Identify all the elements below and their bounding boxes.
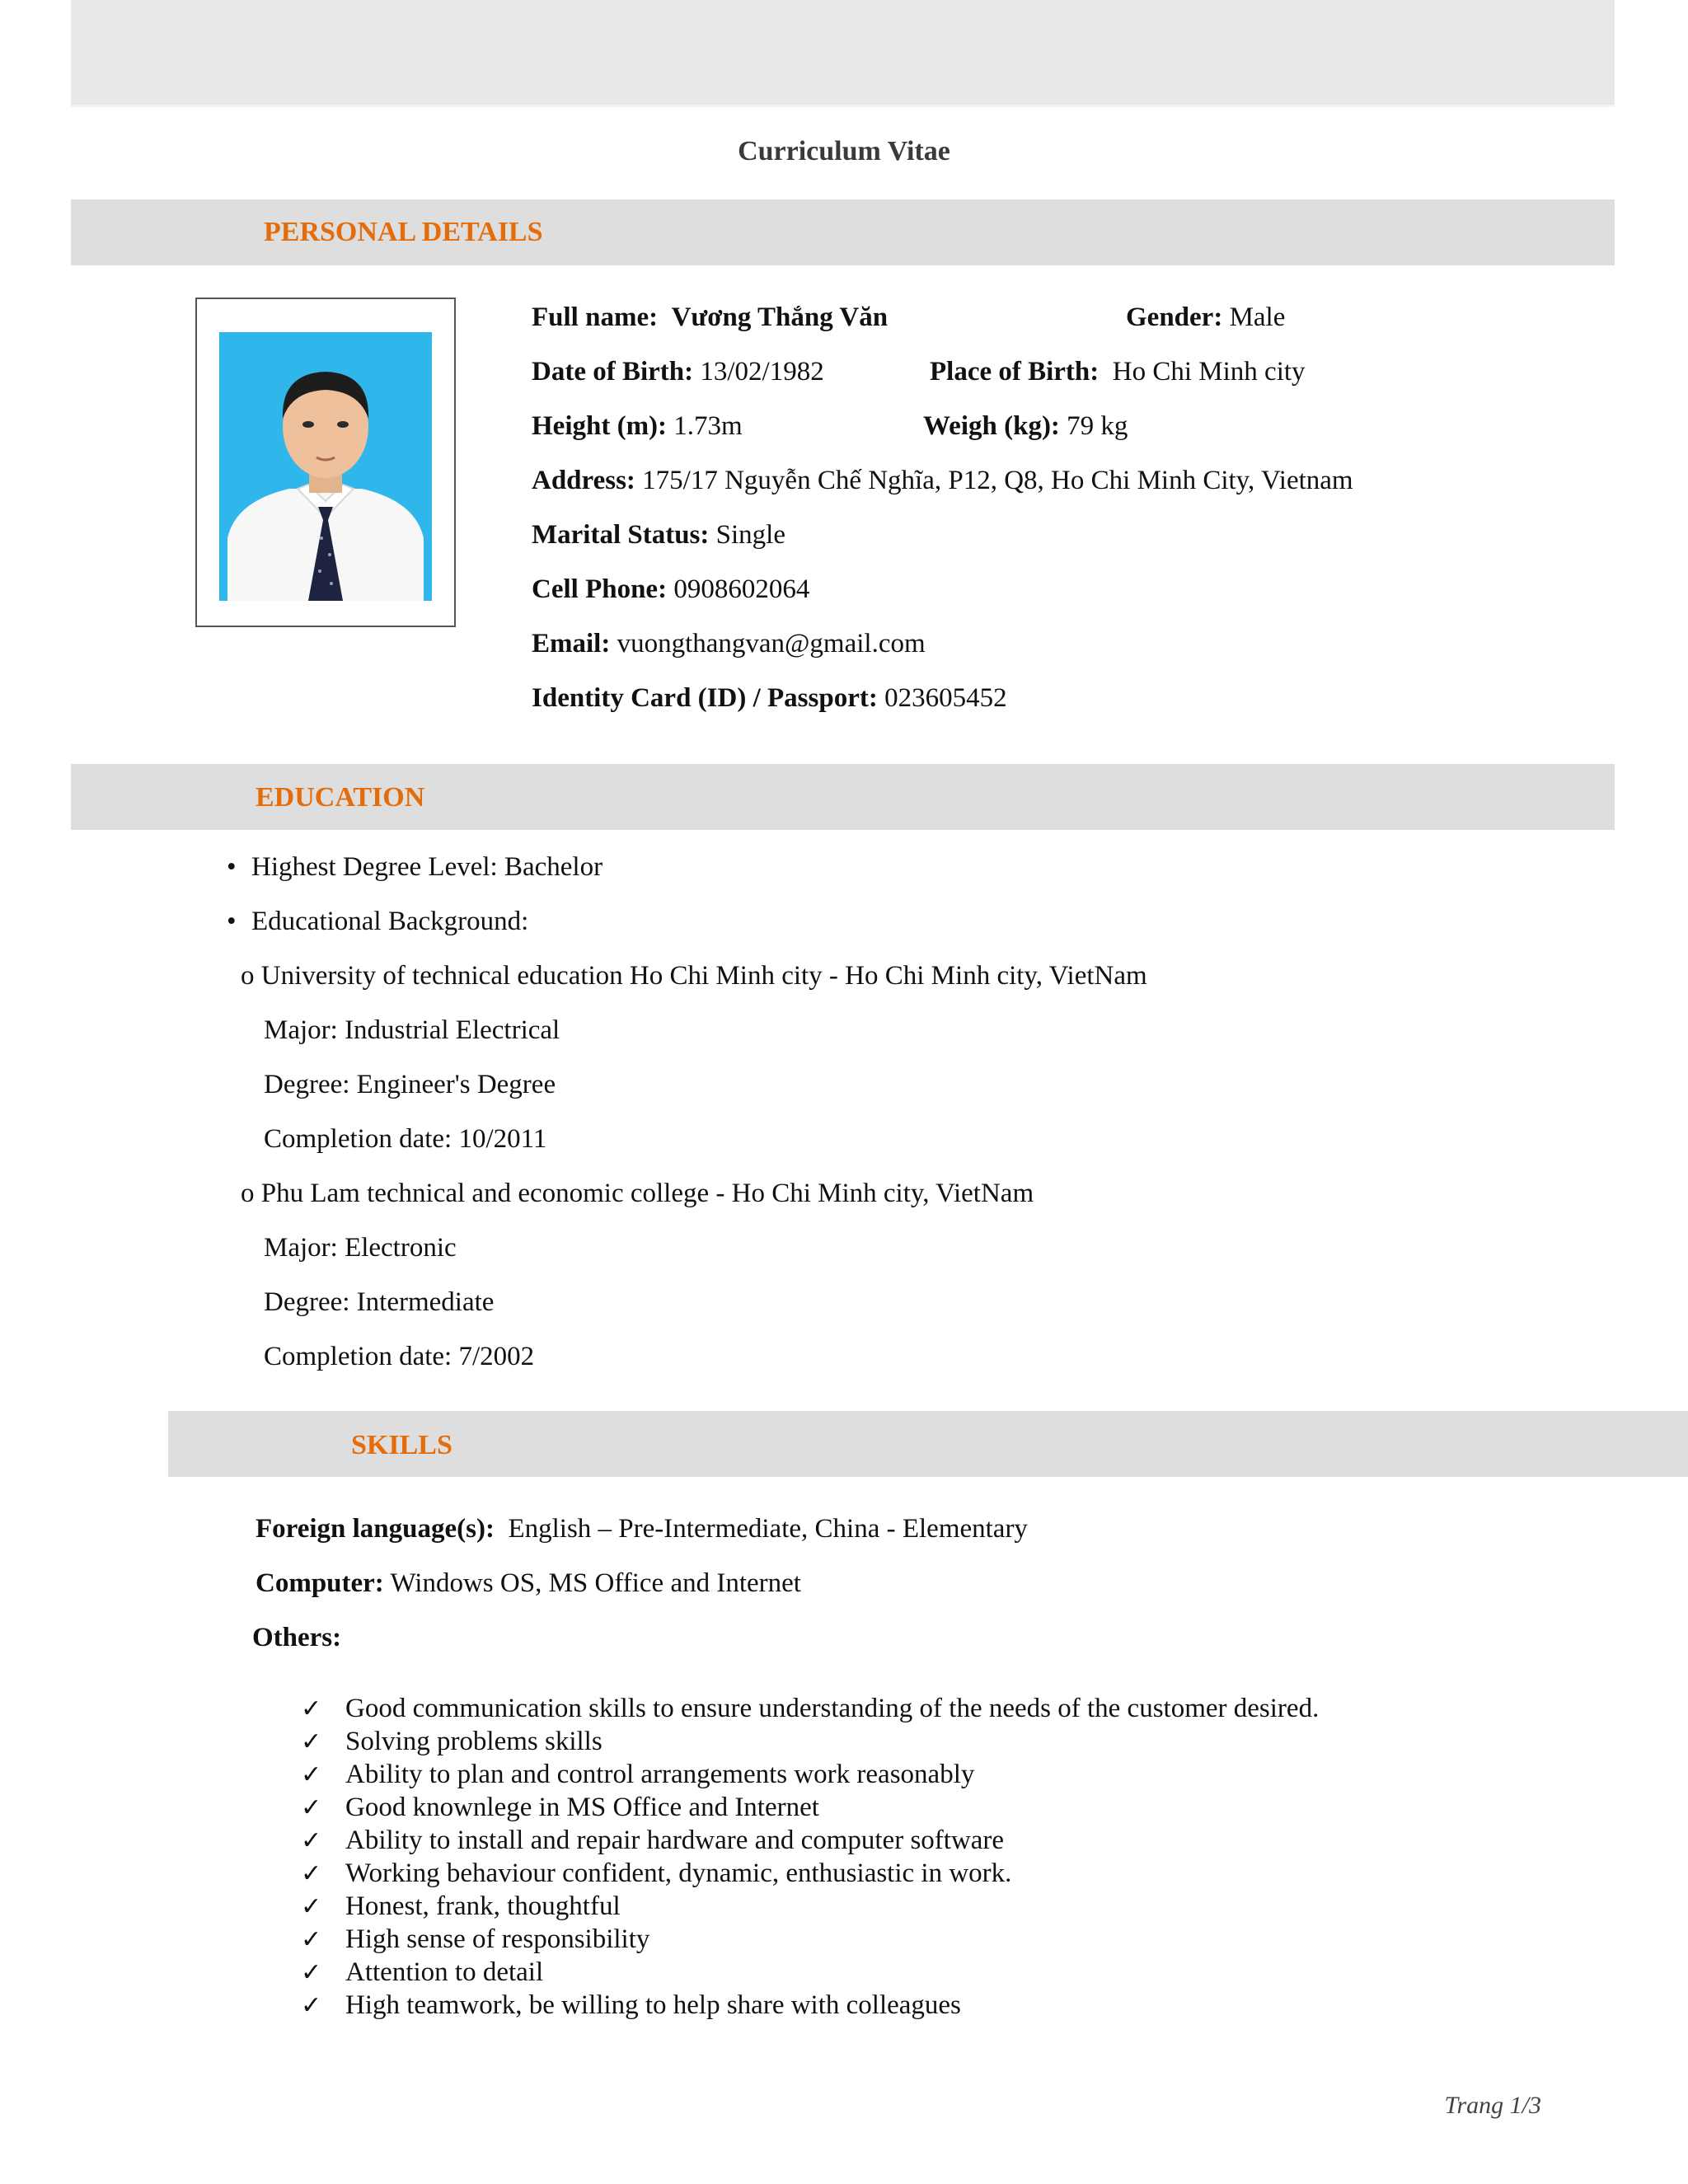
pob-label: Place of Birth: bbox=[930, 357, 1100, 387]
sub-bullet-icon: o bbox=[241, 1179, 255, 1208]
weight-label: Weigh (kg): bbox=[923, 411, 1060, 441]
checkmark-icon: ✓ bbox=[301, 1694, 322, 1723]
school-major: Major: Industrial Electrical bbox=[264, 1015, 560, 1045]
list-item: Working behaviour confident, dynamic, enthusiastic in work. bbox=[345, 1858, 1012, 1888]
school-name-text: University of technical education Ho Chi Minh city - Ho Chi Minh city, VietNam bbox=[260, 961, 1147, 991]
education-heading: EDUCATION bbox=[256, 782, 425, 813]
educational-background-label: Educational Background: bbox=[251, 907, 529, 936]
list-item: Honest, frank, thoughtful bbox=[345, 1891, 621, 1921]
list-item: Solving problems skills bbox=[345, 1727, 603, 1756]
educational-background-item bbox=[227, 907, 528, 937]
pob-value: Ho Chi Minh city bbox=[1112, 357, 1306, 387]
marital-label: Marital Status: bbox=[532, 520, 710, 550]
school-name-text: Phu Lam technical and economic college - Ho Chi Minh city, VietNam bbox=[260, 1179, 1034, 1208]
email-label: Email: bbox=[532, 629, 611, 658]
checkmark-icon: ✓ bbox=[301, 1958, 322, 1987]
school-completion: Completion date: 10/2011 bbox=[264, 1124, 547, 1154]
checkmark-icon: ✓ bbox=[301, 1991, 322, 2020]
others-row bbox=[252, 1623, 341, 1653]
pob-row bbox=[930, 357, 1306, 387]
list-item: High sense of responsibility bbox=[345, 1924, 650, 1954]
skills-heading: SKILLS bbox=[351, 1430, 452, 1460]
school-name bbox=[241, 1179, 1034, 1209]
full-name-label: Full name: bbox=[532, 302, 659, 332]
checkmark-icon: ✓ bbox=[301, 1793, 322, 1822]
gender-label: Gender: bbox=[1126, 302, 1223, 332]
bullet-icon: • bbox=[227, 907, 237, 936]
address-row bbox=[532, 466, 1353, 496]
sub-bullet-icon: o bbox=[241, 961, 255, 991]
checkmark-icon: ✓ bbox=[301, 1925, 322, 1954]
id-label: Identity Card (ID) / Passport: bbox=[532, 683, 878, 713]
marital-value: Single bbox=[715, 520, 785, 550]
id-row bbox=[532, 683, 1007, 714]
photo-frame bbox=[195, 298, 456, 627]
computer-value: Windows OS, MS Office and Internet bbox=[390, 1568, 801, 1598]
degree-level-item bbox=[227, 852, 603, 883]
school-name bbox=[241, 961, 1147, 991]
personal-details-heading: PERSONAL DETAILS bbox=[264, 217, 543, 247]
profile-photo bbox=[219, 332, 432, 601]
email-value: vuongthangvan@gmail.com bbox=[617, 629, 926, 658]
page-number: Trang 1/3 bbox=[1444, 2092, 1541, 2119]
foreign-language-value: English – Pre-Intermediate, China - Elementary bbox=[508, 1514, 1028, 1544]
school-major: Major: Electronic bbox=[264, 1233, 457, 1263]
bullet-icon: • bbox=[227, 852, 237, 882]
list-item: High teamwork, be willing to help share with colleagues bbox=[345, 1990, 961, 2020]
full-name-row bbox=[532, 302, 888, 333]
phone-label: Cell Phone: bbox=[532, 574, 668, 604]
school-degree: Degree: Engineer's Degree bbox=[264, 1070, 556, 1099]
list-item: Ability to install and repair hardware and computer software bbox=[345, 1825, 1005, 1855]
computer-label: Computer: bbox=[256, 1568, 384, 1598]
person-portrait-icon bbox=[219, 332, 432, 601]
height-row bbox=[532, 411, 743, 442]
foreign-language-label: Foreign language(s): bbox=[256, 1514, 495, 1544]
dob-value: 13/02/1982 bbox=[700, 357, 824, 387]
phone-value: 0908602064 bbox=[673, 574, 810, 604]
address-value: 175/17 Nguyễn Chế Nghĩa, P12, Q8, Ho Chi Minh City, Vietnam bbox=[642, 466, 1353, 495]
degree-level-text: Highest Degree Level: Bachelor bbox=[251, 852, 603, 882]
gender-value: Male bbox=[1229, 302, 1286, 332]
foreign-language-row bbox=[256, 1514, 1028, 1544]
school-completion: Completion date: 7/2002 bbox=[264, 1342, 535, 1371]
list-item: Good knownlege in MS Office and Internet bbox=[345, 1793, 819, 1822]
list-item: Ability to plan and control arrangements work reasonably bbox=[345, 1760, 975, 1789]
dob-label: Date of Birth: bbox=[532, 357, 694, 387]
checkmark-icon: ✓ bbox=[301, 1727, 322, 1756]
school-degree: Degree: Intermediate bbox=[264, 1287, 495, 1317]
computer-row bbox=[256, 1568, 801, 1599]
height-label: Height (m): bbox=[532, 411, 668, 441]
height-value: 1.73m bbox=[673, 411, 743, 441]
list-item: Attention to detail bbox=[345, 1957, 544, 1987]
checkmark-icon: ✓ bbox=[301, 1892, 322, 1921]
full-name-value: Vương Thắng Văn bbox=[671, 302, 889, 332]
list-item: Good communication skills to ensure understanding of the needs of the customer desired. bbox=[345, 1694, 1320, 1723]
checkmark-icon: ✓ bbox=[301, 1859, 322, 1888]
header-band bbox=[71, 0, 1615, 107]
address-label: Address: bbox=[532, 466, 635, 495]
checkmark-icon: ✓ bbox=[301, 1826, 322, 1855]
others-label: Others: bbox=[252, 1623, 342, 1652]
weight-value: 79 kg bbox=[1067, 411, 1128, 441]
gender-row bbox=[1126, 302, 1285, 333]
dob-row bbox=[532, 357, 824, 387]
email-row bbox=[532, 629, 926, 659]
marital-row bbox=[532, 520, 785, 551]
checkmark-icon: ✓ bbox=[301, 1760, 322, 1789]
weight-row bbox=[923, 411, 1128, 442]
document-title: Curriculum Vitae bbox=[738, 136, 950, 166]
id-value: 023605452 bbox=[884, 683, 1007, 713]
phone-row bbox=[532, 574, 809, 605]
